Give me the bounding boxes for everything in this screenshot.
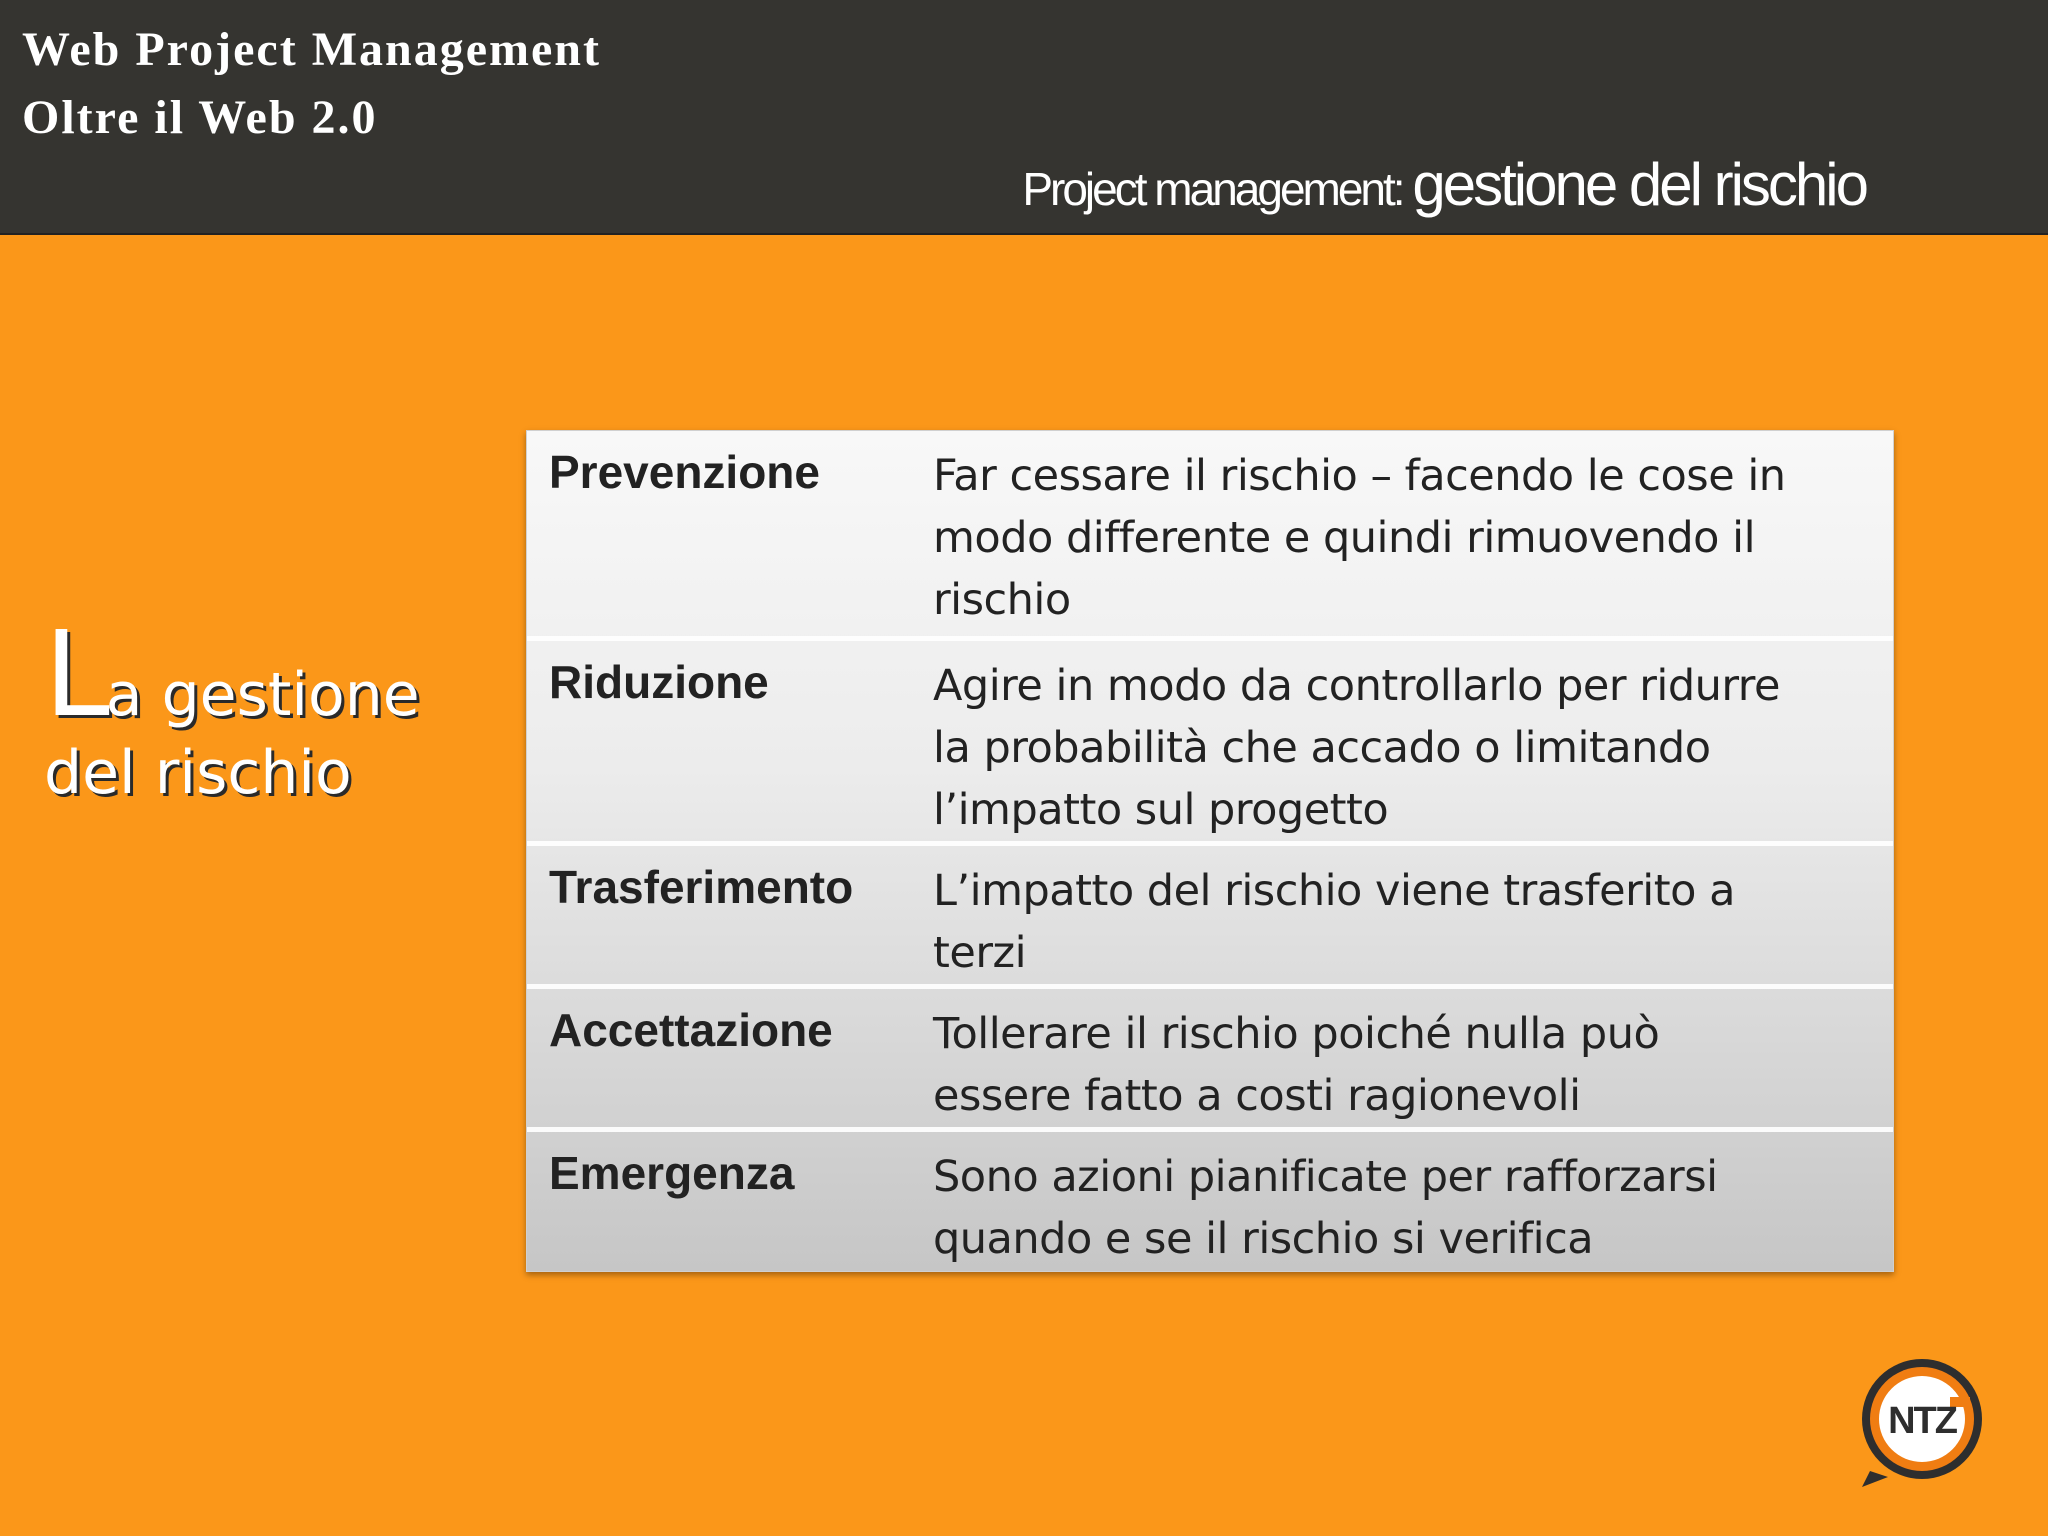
table-row bbox=[527, 431, 1893, 636]
row-definition bbox=[933, 1146, 1883, 1270]
header-bar bbox=[0, 0, 2048, 235]
row-definition bbox=[933, 1003, 1883, 1127]
slide-title-line2: del rischio bbox=[44, 738, 352, 808]
table-row bbox=[527, 1127, 1893, 1271]
definition-line: essere fatto a costi ragionevoli bbox=[933, 1071, 1581, 1121]
row-definition bbox=[933, 445, 1883, 631]
definition-line: Tollerare il rischio poiché nulla può bbox=[933, 1009, 1660, 1059]
definition-line: L’impatto del rischio viene trasferito a bbox=[933, 866, 1735, 916]
definition-line: Sono azioni pianificate per rafforzarsi bbox=[933, 1152, 1718, 1202]
row-term: Riduzione bbox=[549, 656, 769, 708]
slide-title-initial: L bbox=[44, 605, 106, 743]
row-definition bbox=[933, 860, 1883, 984]
ntz-logo bbox=[1850, 1353, 1990, 1493]
row-term: Emergenza bbox=[549, 1147, 795, 1199]
definition-line: modo differente e quindi rimuovendo il bbox=[933, 513, 1756, 563]
definition-line: rischio bbox=[933, 575, 1071, 625]
definition-line: Far cessare il rischio – facendo le cose in bbox=[933, 451, 1786, 501]
definition-line: quando e se il rischio si verifica bbox=[933, 1214, 1594, 1264]
subtitle-main: gestione del rischio bbox=[1412, 151, 1866, 218]
definition-line: Agire in modo da controllarlo per ridurre bbox=[933, 661, 1780, 711]
definition-line: l’impatto sul progetto bbox=[933, 785, 1389, 835]
slide-title-line1 bbox=[44, 605, 420, 743]
logo-text: NTZ bbox=[1888, 1400, 1956, 1442]
row-term: Prevenzione bbox=[549, 446, 820, 498]
row-term: Trasferimento bbox=[549, 861, 854, 913]
definition-line: la probabilità che accado o limitando bbox=[933, 723, 1711, 773]
risk-strategies-table bbox=[526, 430, 1894, 1272]
header-title-line2: Oltre il Web 2.0 bbox=[22, 91, 378, 144]
row-term: Accettazione bbox=[549, 1004, 833, 1056]
table-row bbox=[527, 841, 1893, 984]
table-row bbox=[527, 636, 1893, 841]
slide-title-rest: a gestione bbox=[105, 660, 420, 730]
subtitle-prefix: Project management: bbox=[1022, 163, 1413, 215]
slide-title bbox=[44, 605, 420, 808]
slide-subtitle bbox=[1022, 150, 1866, 219]
definition-line: terzi bbox=[933, 928, 1027, 978]
speech-bubble-logo-icon bbox=[1850, 1353, 1990, 1493]
row-definition bbox=[933, 655, 1883, 841]
header-title-line1: Web Project Management bbox=[22, 23, 601, 76]
table-row bbox=[527, 984, 1893, 1127]
